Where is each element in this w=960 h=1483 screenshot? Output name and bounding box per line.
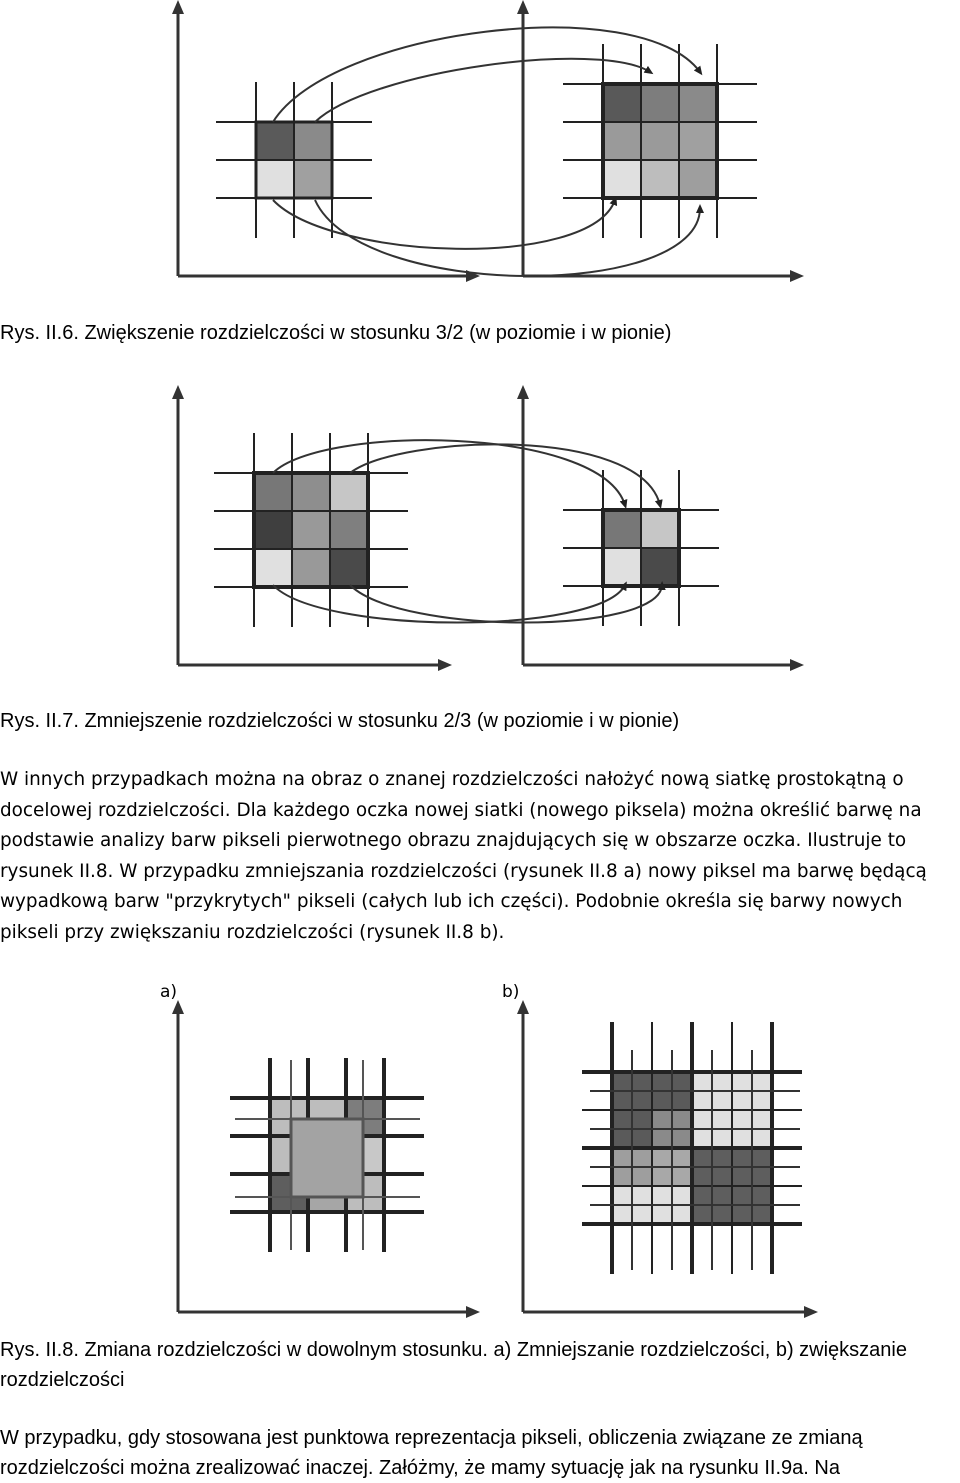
paragraph-1	[0, 765, 960, 948]
pixel-cell	[292, 511, 330, 549]
pixel-cell	[603, 510, 641, 548]
x-axis-arrow-right	[804, 1306, 818, 1318]
label-a: a)	[160, 982, 178, 1002]
pixel-cell	[641, 510, 679, 548]
source-pixel-grid	[214, 433, 408, 627]
paragraph-line: docelowej rozdzielczości. Dla każdego oczka nowej siatki (nowego piksela) można określić barwę na	[0, 799, 922, 821]
pixel-cell	[679, 122, 717, 160]
pixel-cell	[254, 549, 292, 587]
paragraph-line: W innych przypadkach można na obraz o znanej rozdzielczości nałożyć nową siatkę prostokątną o	[0, 769, 904, 790]
figure-II6	[0, 0, 960, 300]
pixel-cell	[603, 122, 641, 160]
mapping-arrow	[315, 59, 650, 122]
pixel-cell	[603, 84, 641, 122]
pixel-cell	[603, 160, 641, 198]
mapping-arrow	[350, 585, 662, 623]
pixel-cell	[603, 548, 641, 586]
pixel-cell	[641, 122, 679, 160]
figure-caption-II8	[0, 1335, 960, 1395]
y-axis-arrow-right	[517, 0, 529, 14]
paragraph-line: W przypadku, gdy stosowana jest punktowa reprezentacja pikseli, obliczenia związane ze zmianą	[0, 1427, 863, 1449]
x-axis-arrow-right	[790, 270, 804, 282]
pixel-cell	[641, 84, 679, 122]
downsampling-grid	[230, 1058, 424, 1252]
mapping-arrow	[273, 585, 625, 623]
target-pixel-grid	[563, 470, 719, 626]
pixel-cell	[330, 511, 368, 549]
upsampling-grid	[582, 1022, 802, 1274]
caption-line: rozdzielczości	[0, 1369, 125, 1391]
paragraph-line: rysunek II.8. W przypadku zmniejszania rozdzielczości (rysunek II.8 a) nowy piksel ma barwę będącą	[0, 860, 927, 882]
pixel-cell	[641, 160, 679, 198]
y-axis-arrow-right	[517, 385, 529, 399]
caption-line: Rys. II.8. Zmiana rozdzielczości w dowolnym stosunku. a) Zmniejszanie rozdzielczości, b) zwiększanie	[0, 1339, 907, 1361]
pixel-cell	[330, 549, 368, 587]
label-b: b)	[502, 982, 520, 1002]
paragraph-2	[0, 1423, 960, 1483]
pixel-cell	[256, 160, 294, 198]
x-axis-arrow-left	[466, 1306, 480, 1318]
pixel-cell	[679, 84, 717, 122]
target-pixel-grid	[563, 44, 757, 238]
paragraph-line: podstawie analizy barw pikseli pierwotnego obrazu znajdujących się w obszarze oczka. Ilustruje to	[0, 830, 907, 851]
pixel-cell	[292, 549, 330, 587]
x-axis-arrow-left	[438, 659, 452, 671]
pixel-cell	[641, 548, 679, 586]
figure-II7	[0, 385, 960, 675]
pixel-cell	[294, 122, 332, 160]
pixel-cell	[256, 122, 294, 160]
pixel-cell	[254, 473, 292, 511]
figure-II8	[0, 1000, 960, 1330]
mapping-arrow	[315, 200, 700, 276]
figure-caption-II6: Rys. II.6. Zwiększenie rozdzielczości w stosunku 3/2 (w poziomie i w pionie)	[0, 322, 672, 344]
y-axis-arrow-left	[172, 0, 184, 14]
pixel-cell	[254, 511, 292, 549]
pixel-cell	[294, 160, 332, 198]
y-axis-arrow-right	[517, 1000, 529, 1014]
figure-caption-II7: Rys. II.7. Zmniejszenie rozdzielczości w stosunku 2/3 (w poziomie i w pionie)	[0, 710, 680, 732]
mapping-arrow	[350, 444, 660, 505]
y-axis-arrow-left	[172, 1000, 184, 1014]
mapping-arrow	[273, 200, 615, 249]
pixel-cell	[292, 473, 330, 511]
new-pixel	[291, 1119, 363, 1197]
x-axis-arrow-right	[790, 659, 804, 671]
paragraph-line: pikseli przy zwiększaniu rozdzielczości (rysunek II.8 b).	[0, 921, 505, 943]
pixel-cell	[330, 473, 368, 511]
y-axis-arrow-left	[172, 385, 184, 399]
paragraph-line: rozdzielczości można zrealizować inaczej. Załóżmy, że mamy sytuację jak na rysunku II.9a. Na	[0, 1457, 840, 1479]
paragraph-line: wypadkową barw "przykrytych" pikseli (całych lub ich części). Podobnie określa się barwy nowych	[0, 891, 903, 912]
pixel-cell	[679, 160, 717, 198]
